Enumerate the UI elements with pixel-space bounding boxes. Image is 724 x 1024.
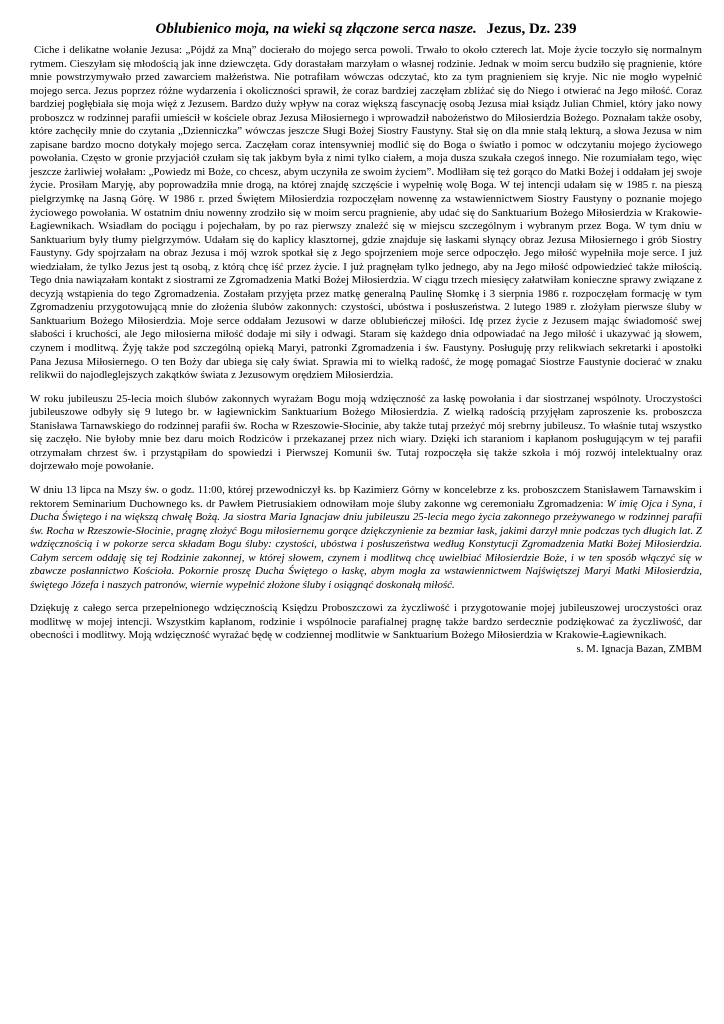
paragraph-1: Ciche i delikatne wołanie Jezusa: „Pójdź za Mną” docierało do mojego serca powoli. Trwało to około czterech lat. Moje życie toczyło się normalnym rytmem. Cieszyłam się młodością jak inne dziewczęta. Gdy dorastałam marzyłam o własnej rodzinie. Jednak w moim sercu budziło się pragnienie, które mnie powstrzymywało przed zawarciem małżeństwa. Nie potrafiłam wówczas odczytać, kto za tym pragnieniem się kryje. Nic nie mogło wypełnić mojego serca. Jezus poprzez różne wydarzenia i okoliczności sprawił, że coraz bardziej zaczęłam zbliżać się do Niego i otwierać na Jego miłość. Coraz bardziej pogłębiała się moja więź z Jezusem. Bardzo duży wpływ na coraz większą fascynację osobą Jezusa miał ksiądz Julian Chmiel, który jako nowy proboszcz w rodzinnej parafii umieścił w kościele obraz Jezusa Miłosiernego i wprowadził nabożeństwo do Miłosierdzia Bożego. Poznałam także osoby, które zachęciły mnie do czytania „Dzienniczka” wówczas jeszcze Sługi Bożej Siostry Faustyny. Stał się on dla mnie stałą lekturą, a słowa Jezusa w nim zapisane bardzo mocno dotykały mojego serca. Zaczęłam coraz intensywniej modlić się do Boga o światło i pomoc w odczytaniu mojego życiowego powołania. Często w gronie przyjaciół czułam się tak jakbym była z nimi tylko ciałem, a moja dusza szukała czegoś innego. Nie rozumiałam tego, więc jeszcze żarliwiej wołałam: „Powiedz mi Boże, co chcesz, abym uczyniła ze swoim życiem”. Modliłam się też gorąco do Matki Bożej i oddałam jej swoje życie. Prosiłam Maryję, aby poprowadziła mnie drogą, na której znajdę szczęście i wypełnię wolę Boga. W tej intencji udałam się w 1985 r. na pieszą pielgrzymkę na Jasną Górę. W 1986 r. przed Świętem Miłosierdzia rozpoczęłam nowennę za wstawiennictwem Siostry Faustyny o poznanie mojego życiowego powołania. W ostatnim dniu nowenny zrodziło się w moim sercu pragnienie, aby udać się do Sanktuarium Bożego Miłosierdzia w Krakowie-Łagiewnikach. Wsiadłam do pociągu i pojechałam, by po raz pierwszy znaleźć się w miejscu szczególnym i wybranym przez Boga. W tym dniu w Sanktuarium były tłumy pielgrzymów. Udałam się do kaplicy klasztornej, gdzie znajduje się łaskami słynący obraz Jezusa Miłosiernego i grób Siostry Faustyny. Gdy spojrzałam na obraz Jezusa i mój wzrok spotkał się z Jego spojrzeniem moje serce odpoczęło. Jego miłość wypełniła moje serce. I już wiedziałam, że tylko Jezus jest tą osobą, z którą chcę iść przez życie. I już pragnęłam tylko jednego, aby na Jego miłość odpowiedzieć także miłością. Tego dnia nawiązałam kontakt z siostrami ze Zgromadzenia Matki Bożej Miłosierdzia. W ciągu trzech miesięcy załatwiłam konieczne sprawy związane z decyzją wstąpienia do tego Zgromadzenia. Zostałam przyjęta przez matkę generalną Paulinę Słomkę i 3 sierpnia 1986 r. rozpoczęłam formację w tym Zgromadzeniu przygotowującą mnie do złożenia ślubów zakonnych: czystości, ubóstwa i posłuszeństwa. 2 lutego 1989 r. złożyłam pierwsze śluby w Sanktuarium Bożego Miłosierdzia. Moje serce oddałam Jezusowi w darze oblubieńczej miłości. Idę przez życie z Jezusem mając świadomość swej słabości i kruchości, ale Jego miłosierna miłość dodaje mi siły i odwagi. Staram się każdego dnia odpowiadać na Jego miłość i ukazywać ją słowem, czynem i modlitwą. Żyję także pod szczególną opieką Maryi, patronki Zgromadzenia i św. Faustyny. Posługuję przy relikwiach sekretarki i apostołki Pana Jezusa Miłosiernego. O ten Boży dar ubiega się cały świat. Sprawia mi to wielką radość, że mogę pomagać Siostrze Faustynie docierać w znaku relikwii do najodleglejszych zakątków świata z Jezusowym orędziem Miłosierdzia. — [30, 44, 702, 382]
title-reference: Jezus, Dz. 239 — [486, 21, 577, 37]
page-title — [30, 20, 702, 38]
paragraph-3-vow-formula: W imię Ojca i Syna, i Ducha Świętego i na większą chwałę Bożą. Ja siostra Maria Ignacjaw dniu jubileuszu 25-lecia mego życia zakonnego przeżywanego w rodzinnej parafii św. Rocha w Rzeszowie-Słocinie, pragnę złożyć Bogu miłosiernemu gorące dziękczynienie za bezmiar łask, jakimi darzył mnie podczas tych długich lat. Z wdzięcznością i w pokorze serca składam Bogu śluby: czystości, ubóstwa i posłuszeństwa według Konstytucji Zgromadzenia Matki Bożej Miłosierdzia. Całym sercem oddaję się tej Rodzinie zakonnej, w której słowem, czynem i modlitwą chcę uwielbiać Miłosierdzie Boże, i w ten sposób włączyć się w zbawcze posłannictwo Kościoła. Pokornie proszę Ducha Świętego o łaskę, abym mogła za wstawiennictwem Najświętszej Maryi Matki Miłosierdzia, świętego Józefa i naszych patronów, wiernie wypełnić złożone śluby i osiągnąć doskonałą miłość. — [30, 497, 702, 591]
title-verse: Oblubienico moja, na wieki są złączone serca nasze. — [155, 21, 477, 37]
paragraph-3-lead: W dniu 13 lipca na Mszy św. o godz. 11:00, której przewodniczył ks. bp Kazimierz Górny w koncelebrze z ks. proboszczem Stanisławem Tarnawskim i rektorem Seminarium Duchownego ks. dr Pawłem Pietrusiakiem odnowiłam moje śluby zakonne wg ceremoniału Zgromadzenia: — [30, 483, 702, 510]
document-page — [30, 20, 702, 657]
author-signature: s. M. Ignacja Bazan, ZMBM — [576, 642, 702, 655]
paragraph-3 — [30, 484, 702, 592]
paragraph-2: W roku jubileuszu 25-lecia moich ślubów zakonnych wyrażam Bogu moją wdzięczność za łaskę powołania i dar siostrzanej wspólnoty. Uroczystości jubileuszowe odbyły się 9 lutego br. w łagiewnickim Sanktuarium Bożego Miłosierdzia. Z wielką radością przyjęłam zaproszenie ks. proboszcza Stanisława Tarnawskiego do rodzinnej parafii św. Rocha w Rzeszowie-Słocinie, aby także tutaj przeżyć mój srebrny jubileusz. To właśnie tutaj wszystko się zaczęło. Nie byłoby mnie bez daru moich Rodziców i przekazanej przez nich wiary. Dzięki ich staraniom i kapłanom posługującym w tej parafii otrzymałam chrzest św. i przystąpiłam do spowiedzi i Pierwszej Komunii św. Tutaj rozpoczęła się także szkoła i mój rozwój intelektualny oraz dojrzewało moje powołanie. — [30, 392, 702, 473]
paragraph-4: Dziękuję z całego serca przepełnionego wdzięcznością Księdzu Proboszczowi za życzliwość i przygotowanie mojej jubileuszowej uroczystości oraz modlitwę w mojej intencji. Wszystkim kapłanom, rodzinie i wspólnocie parafialnej pragnę także bardzo serdecznie podziękować za życzliwość, dar obecności i modlitwy. Moją wdzięczność wyrażać będę w codziennej modlitwie w Sanktuarium Bożego Miłosierdzia w Krakowie-Łagiewnikach. — [30, 602, 702, 642]
